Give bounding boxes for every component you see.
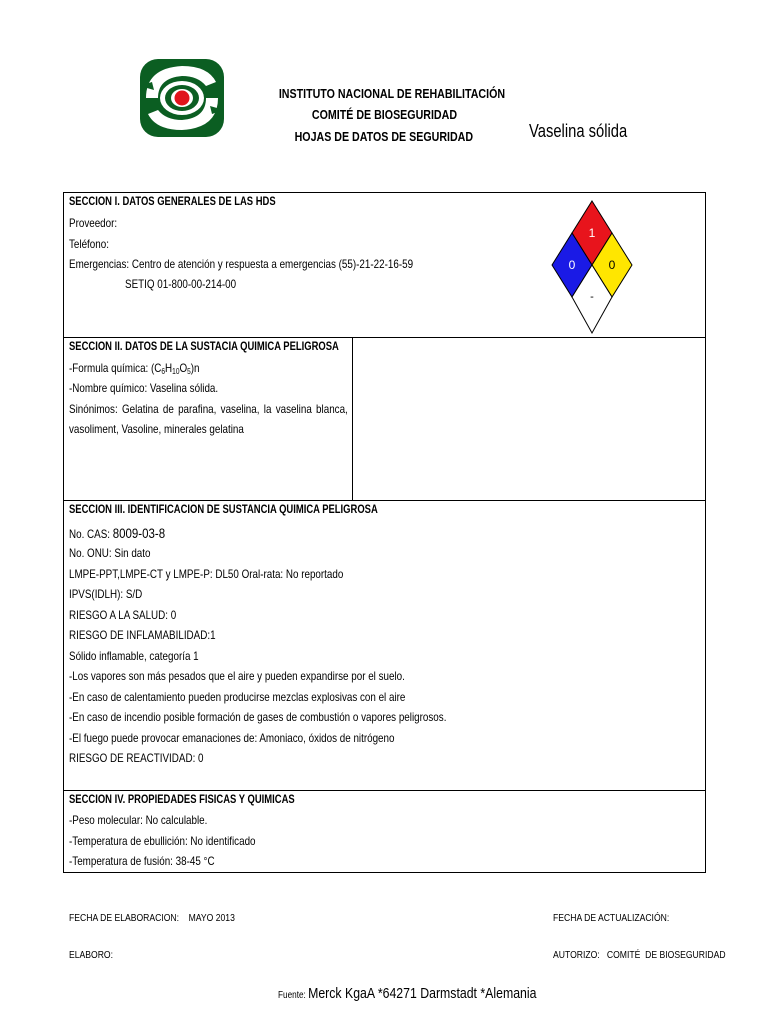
logo-emblem-icon (136, 56, 228, 140)
institution-logo (136, 56, 228, 140)
fecha-elaboracion: FECHA DE ELABORACION: MAYO 2013 (69, 912, 235, 924)
nombre-quimico-line: -Nombre químico: Vaselina sólida. (69, 381, 219, 395)
section-3-lines (69, 543, 529, 769)
section-3-line: No. ONU: Sin dato (69, 546, 151, 560)
emergencias-line: Emergencias: Centro de atención y respuesta a emergencias (55)-21-22-16-59 (69, 257, 414, 271)
section-2-title: SECCION II. DATOS DE LA SUSTACIA QUIMICA PELIGROSA (69, 341, 339, 353)
nfpa-fire-value: 1 (588, 226, 596, 240)
telefono-label: Teléfono: (69, 237, 109, 251)
cas-line: No. CAS: 8009-03-8 (69, 525, 166, 541)
section-3-line: Sólido inflamable, categoría 1 (69, 648, 199, 663)
nfpa-reactivity-value: 0 (608, 258, 616, 272)
fecha-actualizacion: FECHA DE ACTUALIZACIÓN: (553, 912, 670, 924)
document-type: HOJAS DE DATOS DE SEGURIDAD (294, 129, 474, 144)
nfpa-diamond (550, 199, 634, 335)
proveedor-label: Proveedor: (69, 216, 118, 230)
source-line: Fuente: Merck KgaA *64271 Darmstadt *Alemania (278, 985, 537, 1002)
formula-line: -Formula química: $(C_6H_{10}O_5)n$ (69, 361, 200, 376)
section-4-line: -Temperatura de fusión: 38-45 °C (69, 854, 215, 868)
section-3-line: -Los vapores son más pesados que el aire y pueden expandirse por el suelo. (69, 669, 405, 683)
section-3-line: RIESGO DE INFLAMABILIDAD:1 (69, 628, 216, 642)
section-3-line: -En caso de calentamiento pueden producirse mezclas explosivas con el aire (69, 689, 406, 704)
section-3-line: -El fuego puede provocar emanaciones de: Amoniaco, óxidos de nitrógeno (69, 730, 395, 745)
sinonimos-line-2: vasoliment, Vasoline, minerales gelatina (69, 422, 244, 436)
section-3-line: -En caso de incendio posible formación de gases de combustión o vapores peligrosos. (69, 710, 447, 724)
section-2-divider (352, 337, 353, 501)
section-3-line: LMPE-PPT,LMPE-CT y LMPE-P: DL50 Oral-rata: No reportado (69, 566, 344, 581)
section-3-line: RIESGO DE REACTIVIDAD: 0 (69, 751, 204, 765)
autorizo-label: AUTORIZO: COMITÉ DE BIOSEGURIDAD (553, 949, 726, 961)
nfpa-special-value: - (590, 291, 594, 303)
section-3-line: IPVS(IDLH): S/D (69, 587, 143, 601)
committee-name: COMITÉ DE BIOSEGURIDAD (311, 107, 457, 122)
section-4-lines (69, 810, 296, 872)
sinonimos-line-1: Sinónimos: Gelatina de parafina, vaselina, la vaselina blanca, (69, 402, 348, 416)
product-name: Vaselina sólida (529, 121, 628, 141)
institution-name: INSTITUTO NACIONAL DE REHABILITACIÓN (278, 86, 506, 101)
section-3-title: SECCION III. IDENTIFICACION DE SUSTANCIA QUIMICA PELIGROSA (69, 504, 378, 516)
nfpa-health-value: 0 (568, 258, 576, 272)
section-1-title: SECCION I. DATOS GENERALES DE LAS HDS (69, 196, 276, 208)
section-3-line: RIESGO A LA SALUD: 0 (69, 607, 177, 622)
elaboro-label: ELABORO: (69, 949, 114, 961)
setiq-line: SETIQ 01-800-00-214-00 (125, 277, 237, 291)
section-4-title: SECCION IV. PROPIEDADES FISICAS Y QUIMICAS (69, 794, 295, 806)
section-4-line: -Peso molecular: No calculable. (69, 813, 208, 827)
section-4-line: -Temperatura de ebullición: No identificado (69, 833, 256, 848)
